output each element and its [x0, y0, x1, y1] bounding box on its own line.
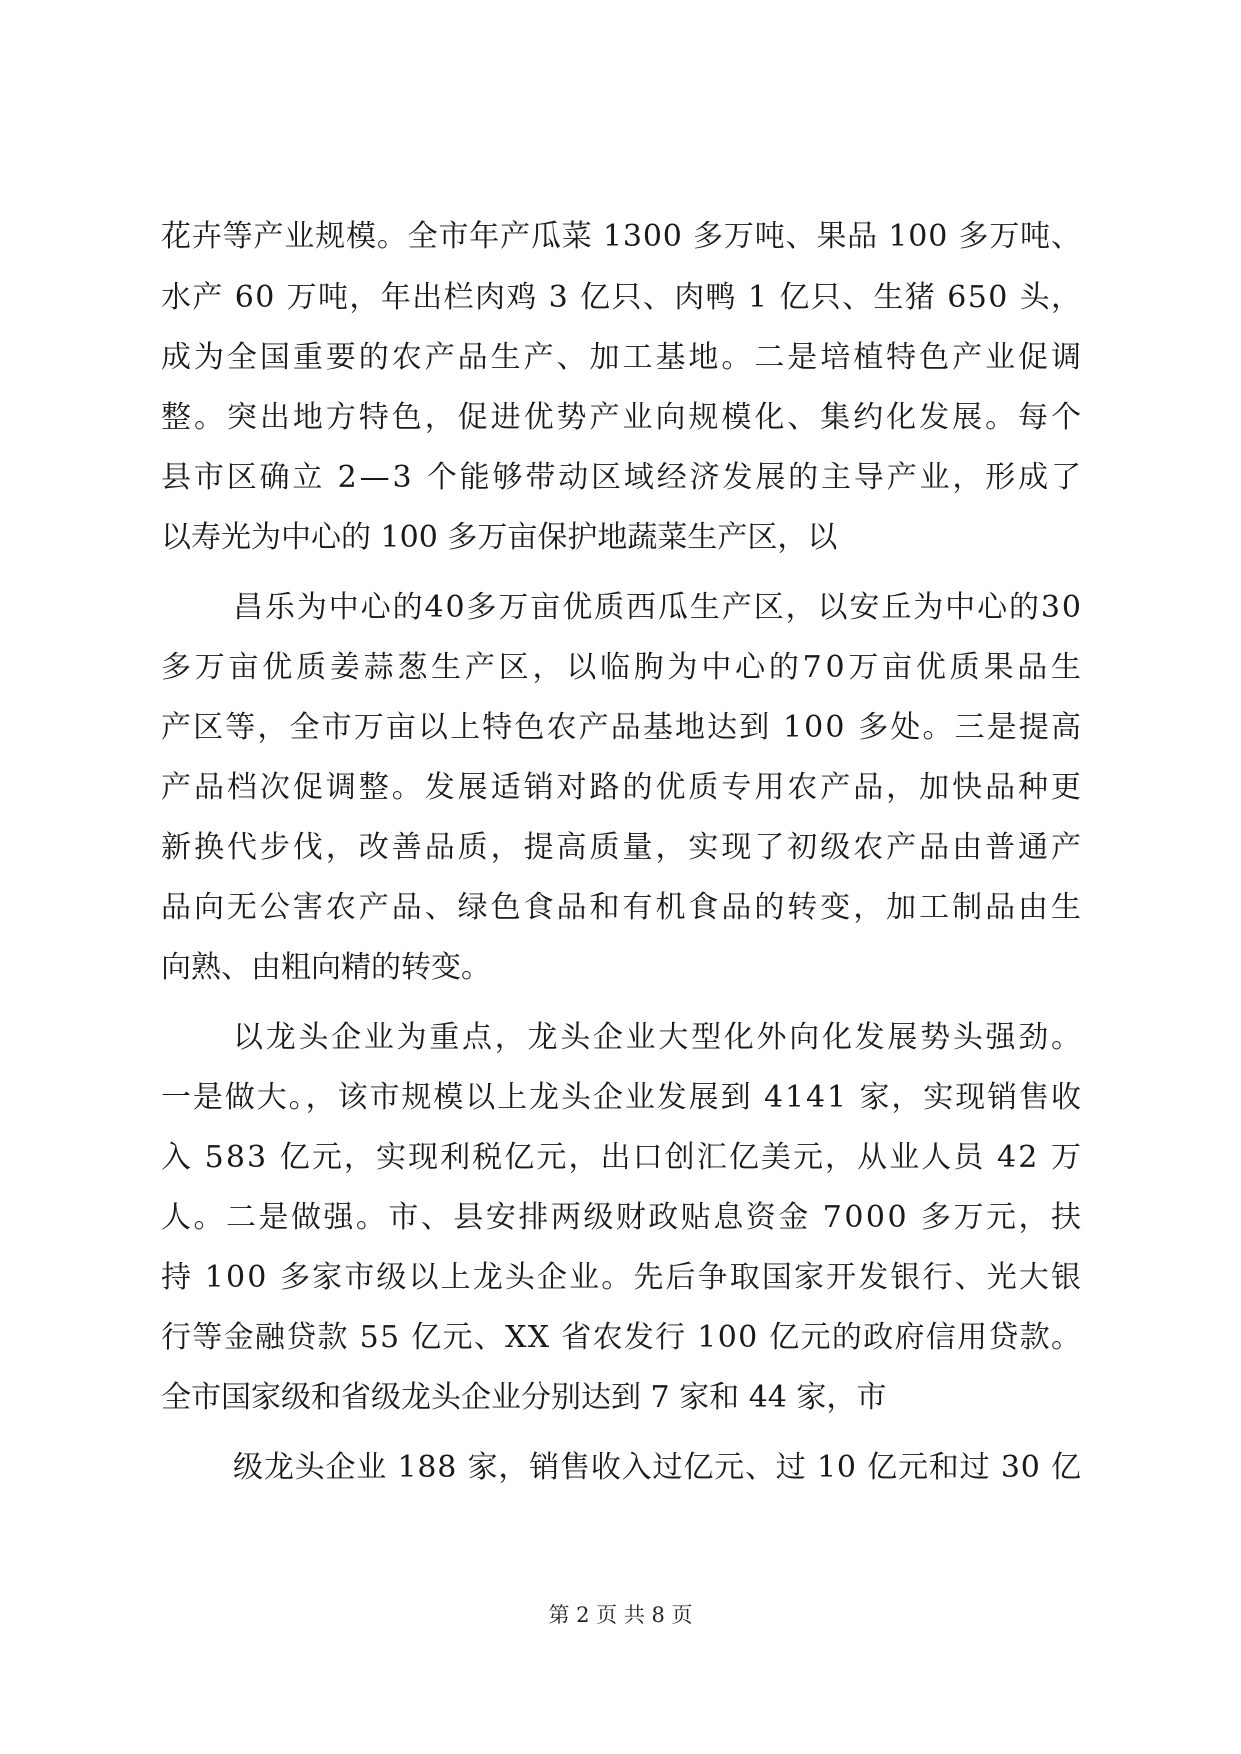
text-line-5: 县市区确立 2—3 个能够带动区域经济发展的主导产业，形成了 [161, 460, 1084, 495]
text-line-17: 人。二是做强。市、县安排两级财政贴息资金 7000 多万元，扶 [161, 1200, 1084, 1235]
text-line-9: 产区等，全市万亩以上特色农产品基地达到 100 多处。三是提高 [161, 710, 1084, 745]
text-line-13: 向熟、由粗向精的转变。 [161, 950, 491, 985]
text-line-16: 入 583 亿元，实现利税亿元，出口创汇亿美元，从业人员 42 万 [161, 1140, 1084, 1175]
text-line-11: 新换代步伐，改善品质，提高质量，实现了初级农产品由普通产 [161, 830, 1084, 865]
text-line-10: 产品档次促调整。发展适销对路的优质专用农产品，加快品种更 [161, 770, 1084, 805]
text-line-2: 水产 60 万吨，年出栏肉鸡 3 亿只、肉鸭 1 亿只、生猪 650 头， [161, 280, 1083, 315]
text-line-1: 花卉等产业规模。全市年产瓜菜 1300 多万吨、果品 100 多万吨、 [161, 219, 1082, 254]
text-line-8: 多万亩优质姜蒜葱生产区，以临朐为中心的70万亩优质果品生 [161, 650, 1085, 685]
text-line-3: 成为全国重要的农产品生产、加工基地。二是培植特色产业促调 [161, 340, 1084, 375]
text-line-12: 品向无公害农产品、绿色食品和有机食品的转变，加工制品由生 [161, 890, 1084, 925]
text-line-4: 整。突出地方特色，促进优势产业向规模化、集约化发展。每个 [161, 400, 1084, 435]
page-number-footer: 第 2 页 共 8 页 [548, 1603, 693, 1627]
text-line-20: 全市国家级和省级龙头企业分别达到 7 家和 44 家，市 [161, 1380, 887, 1415]
text-line-18: 持 100 多家市级以上龙头企业。先后争取国家开发银行、光大银 [161, 1260, 1084, 1295]
text-line-7: 昌乐为中心的40多万亩优质西瓜生产区，以安丘为中心的30 [233, 590, 1083, 625]
text-line-19: 行等金融贷款 55 亿元、XX 省农发行 100 亿元的政府信用贷款。 [161, 1320, 1083, 1355]
text-line-15: 一是做大。，该市规模以上龙头企业发展到 4141 家，实现销售收 [161, 1080, 1083, 1115]
text-line-21: 级龙头企业 188 家，销售收入过亿元、过 10 亿元和过 30 亿 [233, 1450, 1082, 1485]
text-line-6: 以寿光为中心的 100 多万亩保护地蔬菜生产区，以 [161, 520, 838, 555]
text-line-14: 以龙头企业为重点，龙头企业大型化外向化发展势头强劲。 [233, 1020, 1084, 1055]
